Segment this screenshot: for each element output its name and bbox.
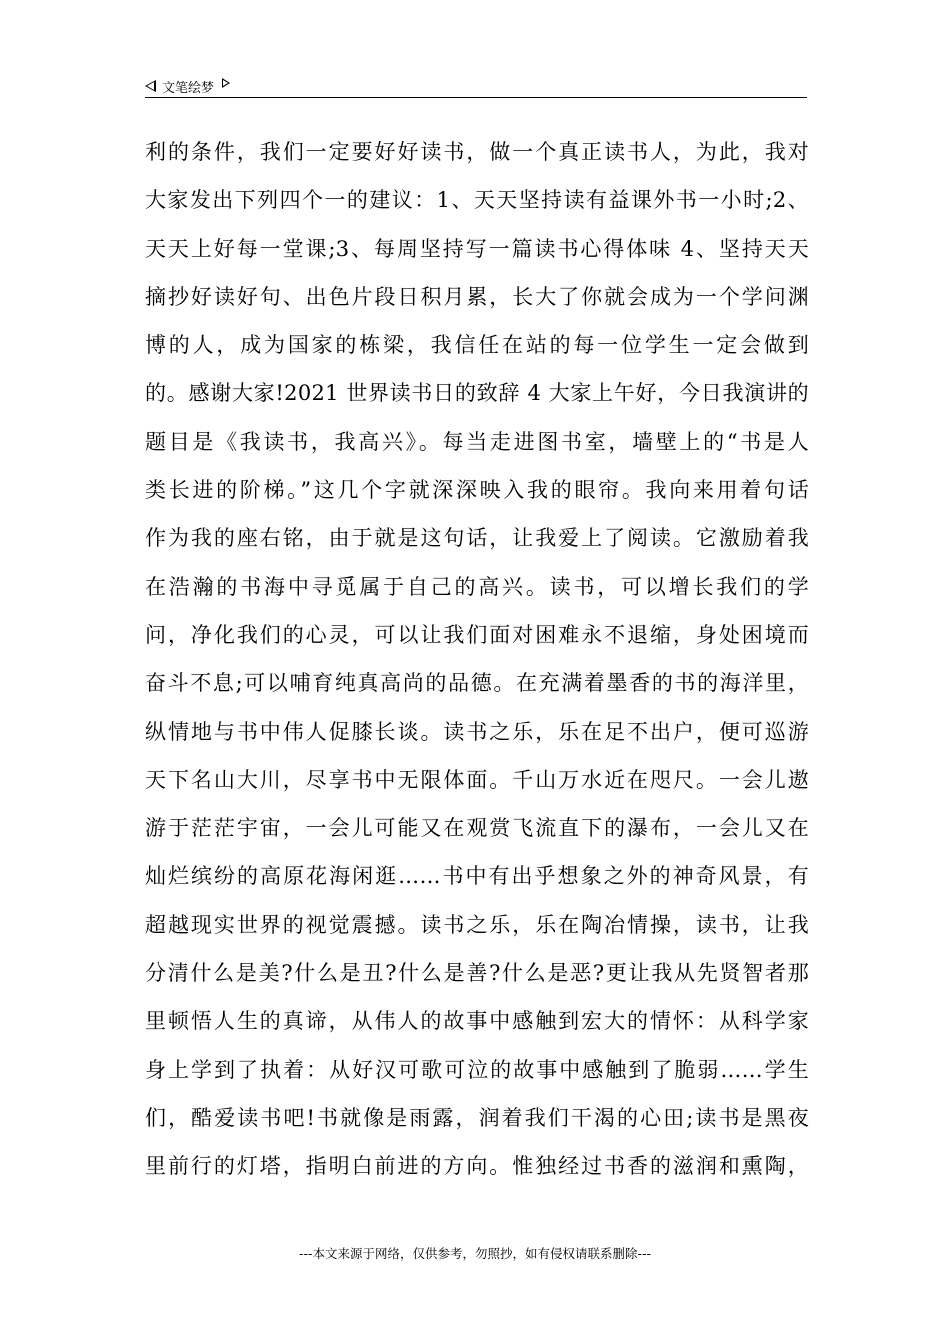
text-line: 题目是《我读书，我高兴》。每当走进图书室，墙壁上的“书是人 bbox=[145, 429, 809, 454]
page-header bbox=[145, 74, 807, 98]
text-line: 游于茫茫宇宙，一会儿可能又在观赏飞流直下的瀑布，一会儿又在 bbox=[145, 816, 809, 841]
text-line: 摘抄好读好句、出色片段日积月累，长大了你就会成为一个学问渊 bbox=[145, 284, 809, 309]
text-line: 类长进的阶梯。”这几个字就深深映入我的眼帘。我向来用着句话 bbox=[145, 478, 809, 503]
text-line: 奋斗不息;可以哺育纯真高尚的品德。在充满着墨香的书的海洋里， bbox=[145, 671, 809, 696]
text-line: 在浩瀚的书海中寻觅属于自己的高兴。读书，可以增长我们的学 bbox=[145, 574, 809, 599]
text-line: 的。感谢大家!2021 世界读书日的致辞 4 大家上午好，今日我演讲的 bbox=[145, 381, 809, 406]
header-divider bbox=[145, 97, 807, 98]
text-line: 身上学到了执着：从好汉可歌可泣的故事中感触到了脆弱……学生 bbox=[145, 1057, 809, 1082]
text-line: 问，净化我们的心灵，可以让我们面对困难永不退缩，身处困境而 bbox=[145, 622, 809, 647]
footer-disclaimer: ---本文来源于网络，仅供参考，勿照抄，如有侵权请联系删除--- bbox=[298, 1246, 652, 1261]
triangle-right-icon bbox=[222, 78, 230, 88]
text-line: 纵情地与书中伟人促膝长谈。读书之乐，乐在足不出户，便可巡游 bbox=[145, 719, 809, 744]
text-line: 里前行的灯塔，指明白前进的方向。惟独经过书香的滋润和熏陶， bbox=[145, 1154, 809, 1179]
text-line: 分清什么是美?什么是丑?什么是善?什么是恶?更让我从先贤智者那 bbox=[145, 961, 809, 986]
text-line: 天下名山大川，尽享书中无限体面。千山万水近在咫尺。一会儿遨 bbox=[145, 767, 809, 792]
text-line: 作为我的座右铭，由于就是这句话，让我爱上了阅读。它激励着我 bbox=[145, 526, 809, 551]
text-line: 超越现实世界的视觉震撼。读书之乐，乐在陶冶情操，读书，让我 bbox=[145, 912, 809, 937]
text-line: 里顿悟人生的真谛，从伟人的故事中感触到宏大的情怀：从科学家 bbox=[145, 1009, 809, 1034]
text-line: 大家发出下列四个一的建议：1、天天坚持读有益课外书一小时;2、 bbox=[145, 188, 809, 213]
body-text bbox=[145, 128, 809, 1191]
text-line: 天天上好每一堂课;3、每周坚持写一篇读书心得体味 4、坚持天天 bbox=[145, 236, 809, 261]
triangle-left-icon bbox=[145, 80, 156, 92]
text-line: 灿烂缤纷的高原花海闲逛……书中有出乎想象之外的神奇风景，有 bbox=[145, 864, 809, 889]
text-line: 博的人，成为国家的栋梁，我信任在站的每一位学生一定会做到 bbox=[145, 333, 809, 358]
text-line: 们，酷爱读书吧!书就像是雨露，润着我们干渴的心田;读书是黑夜 bbox=[145, 1105, 809, 1130]
text-line: 利的条件，我们一定要好好读书，做一个真正读书人，为此，我对 bbox=[145, 140, 809, 164]
header-title: 文笔绘梦 bbox=[162, 80, 215, 96]
